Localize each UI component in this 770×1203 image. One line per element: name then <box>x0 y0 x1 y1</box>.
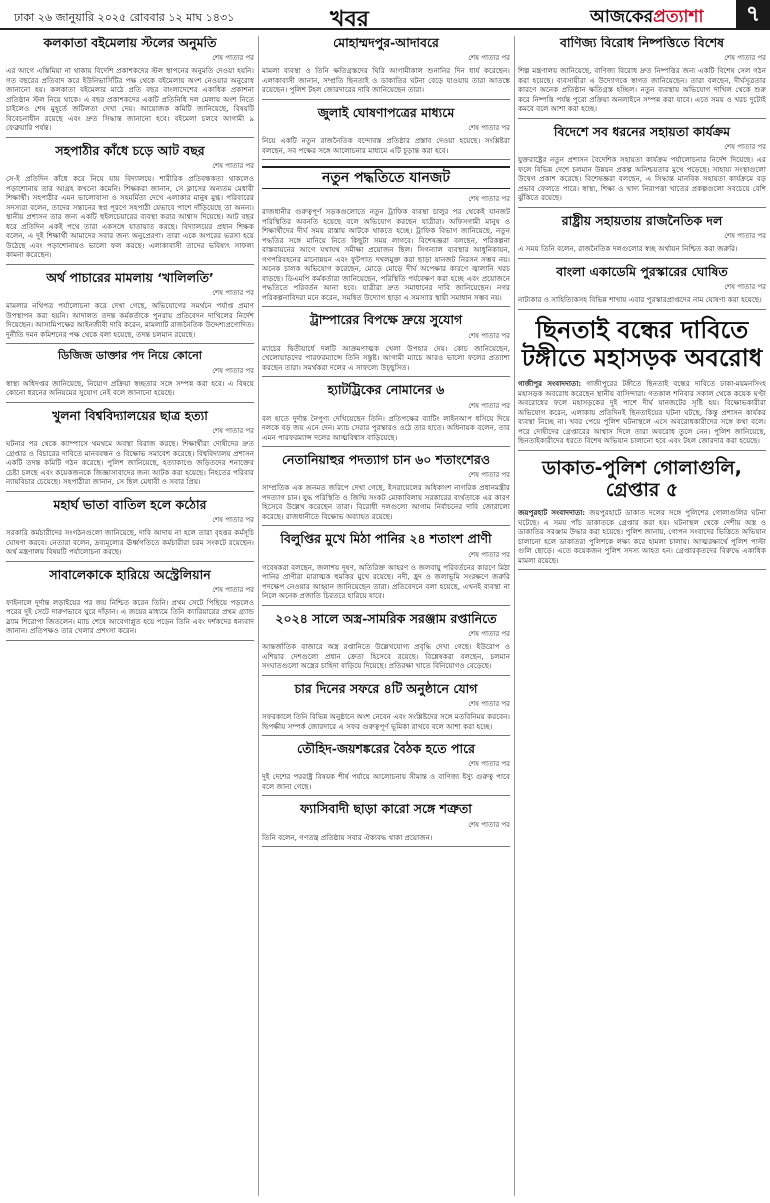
article-text: গবেষকরা বলছেন, জলাশয় দূষণ, অতিরিক্ত আহরণ ও জলবায়ু পরিবর্তনের কারণে মিঠা পানির প্রাণীরা মারাত্মক হুমকির মুখে রয়েছে। নদী, হ্রদ ও জলাভূমি সংরক্ষণে জরুরি পদক্ষেপ নেওয়ার আহ্বান জানিয়েছেন তারা। প্রতিবেদনে বলা হয়েছে, এখনই ব্যবস্থা না নিলে অনেক প্রজাতি চিরতরে হারিয়ে যাবে। <box>262 562 510 601</box>
article-headline: বাণিজ্য বিরোধ নিষ্পত্তিতে বিশেষ <box>559 36 725 50</box>
article-text: রাজধানীর গুরুত্বপূর্ণ সড়কগুলোতে নতুন ট্রাফিক ব্যবস্থা চালুর পর থেকেই যানজট পরিস্থিতির অবনতি হয়েছে বলে অভিযোগ করছেন যাত্রীরা। অফিসগামী মানুষ ও শিক্ষার্থীদের দীর্ঘ সময় রাস্তায় আটকে থাকতে হচ্ছে। ট্রাফিক বিভাগ জানিয়েছে, নতুন পদ্ধতির সঙ্গে মানিয়ে নিতে কিছুটা সময় লাগবে। বিশেষজ্ঞরা বলছেন, পরিকল্পনা বাস্তবায়নের আগে যথাযথ সমীক্ষা প্রয়োজন ছিল। সিগন্যাল ব্যবস্থার আধুনিকায়ন, গণপরিবহনের মানোন্নয়ন এবং ফুটপাত দখলমুক্ত করা ছাড়া যানজট নিরসন সম্ভব নয়। অনেক চালক অভিযোগ করেছেন, মোড়ে মোড়ে দীর্ঘ অপেক্ষার কারণে জ্বালানি খরচ বাড়ছে। ডিএমপি কর্মকর্তারা জানিয়েছেন, পরিস্থিতি পর্যবেক্ষণ করা হচ্ছে এবং প্রয়োজনে পদ্ধতিতে পরিবর্তন আনা হবে। যাত্রীরা দ্রুত সমাধানের দাবি জানিয়েছেন। নগর পরিকল্পনাবিদরা মনে করেন, সমন্বিত উদ্যোগ ছাড়া এ সমস্যার স্থায়ী সমাধান সম্ভব নয়। <box>262 207 510 302</box>
continuation-note: শেষ পাতার পর <box>212 516 254 525</box>
article-headline: চার দিনের সফরে ৪টি অনুষ্ঠানে যোগ <box>294 680 478 696</box>
article-divider <box>518 258 766 259</box>
article-text: দুই দেশের পররাষ্ট্র বিষয়ক শীর্ষ পর্যায়ে আলোচনায় সীমান্ত ও বাণিজ্য ইস্যু গুরুত্ব পাবে বলে জানা গেছে। <box>262 772 510 791</box>
article <box>262 612 510 676</box>
article-body <box>262 712 510 731</box>
article-divider <box>262 306 510 307</box>
article-divider <box>6 264 254 265</box>
article-body <box>262 66 510 95</box>
article-divider <box>6 640 254 641</box>
article-body <box>518 379 766 446</box>
article <box>262 682 510 736</box>
article-headline: ডিজিজ ডাক্তার পদ নিয়ে কোনো <box>58 349 202 363</box>
article-body <box>262 642 510 671</box>
paper-name <box>590 4 703 32</box>
article-body <box>6 439 254 487</box>
article-headline: ডাকাত-পুলিশ গোলাগুলি, গ্রেপ্তার ৫ <box>542 456 742 502</box>
article-divider <box>262 795 510 796</box>
article-divider <box>262 735 510 736</box>
article-headline: ২০২৪ সালে অস্ত্র-সামরিক সরঞ্জাম রপ্তানিতে <box>275 610 497 626</box>
article-text: জয়পুরহাটে ডাকাত দলের সঙ্গে পুলিশের গোলাগুলির ঘটনা ঘটেছে। এ সময় পাঁচ ডাকাতকে গ্রেপ্তার করা হয়। ঘটনাস্থল থেকে দেশীয় অস্ত্র ও ডাকাতির সরঞ্জাম উদ্ধার করা হয়েছে। পুলিশ জানায়, গোপন সংবাদের ভিত্তিতে অভিযান চালানো হলে ডাকাতরা পুলিশকে লক্ষ্য করে হামলা চালায়। আত্মরক্ষার্থে পুলিশ পাল্টা গুলি ছোড়ে। এতে কয়েকজন পুলিশ সদস্য আহত হন। গ্রেপ্তারকৃতদের বিরুদ্ধে একাধিক মামলা রয়েছে। <box>518 508 766 565</box>
article <box>262 106 510 160</box>
column-3 <box>518 36 766 1196</box>
continuation-note: শেষ পাতার পর <box>468 124 510 133</box>
continuation-note: শেষ পাতার পর <box>468 700 510 709</box>
article-divider <box>518 309 766 310</box>
article <box>6 144 254 265</box>
article-headline: জুলাই ঘোষণাপত্রের মাধ্যমে <box>317 104 455 120</box>
continuation-note: শেষ পাতার পর <box>468 630 510 639</box>
column-1 <box>6 36 254 1196</box>
article-text: আন্তর্জাতিক বাজারে অস্ত্র রপ্তানিতে উল্লেখযোগ্য প্রবৃদ্ধি দেখা গেছে। ইউরোপ ও এশিয়ার দেশগুলো প্রধান ক্রেতা হিসেবে রয়েছে। বিশ্লেষকরা বলছেন, চলমান সংঘাতগুলো অস্ত্রের চাহিদা বাড়িয়ে দিয়েছে। প্রতিরক্ষা খাতে বিনিয়োগও বেড়েছে। <box>262 642 510 671</box>
article-headline: ফ্যাসিবাদী ছাড়া কারো সঙ্গে শত্রুতা <box>300 801 472 817</box>
section-title: খবর <box>330 7 369 32</box>
column-2 <box>262 36 510 1196</box>
paper-name-accent: প্রত্যাশা <box>653 7 704 27</box>
article <box>518 125 766 208</box>
dateline: ঢাকা ২৬ জানুয়ারি ২০২৫ রোববার ১২ মাঘ ১৪৩১ <box>14 11 235 24</box>
article-headline: বাংলা একাডেমি পুরস্কারের ঘোষিত <box>556 263 728 279</box>
article-text: সফরকালে তিনি বিভিন্ন অনুষ্ঠানে অংশ নেবেন এবং সংশ্লিষ্টদের সঙ্গে মতবিনিময় করবেন। দ্বিপক্ষীয় সম্পর্ক জোরদারে এ সফর গুরুত্বপূর্ণ ভূমিকা রাখবে বলে আশা করা হচ্ছে। <box>262 712 510 731</box>
article-body <box>6 379 254 398</box>
article <box>6 271 254 344</box>
article-body <box>518 508 766 565</box>
column-rule <box>258 36 259 1196</box>
column-rule <box>514 36 515 1196</box>
masthead <box>0 0 770 30</box>
article <box>262 453 510 526</box>
article-divider <box>262 446 510 447</box>
continuation-note: শেষ পাতার পর <box>468 195 510 204</box>
article-byline: জয়পুরহাট সংবাদদাতা: <box>518 508 590 518</box>
article-text: এ সময় তিনি বলেন, রাজনৈতিক দলগুলোর স্বচ্ছ অর্থায়ন নিশ্চিত করা জরুরি। <box>518 244 738 254</box>
article-divider <box>6 561 254 562</box>
article-text: সরকারি কর্মচারীদের সংগঠনগুলো জানিয়েছে, দাবি আদায় না হলে তারা বৃহত্তর কর্মসূচি ঘোষণা করবে। নেতারা বলেন, দ্রব্যমূল্যের ঊর্ধ্বগতিতে কর্মচারীরা চরম সংকটে রয়েছেন। অর্থ মন্ত্রণালয় বিষয়টি পর্যালোচনা করছে। <box>6 528 254 557</box>
continuation-note: শেষ পাতার পর <box>724 143 766 152</box>
article-body <box>518 155 766 203</box>
continuation-note: শেষ পাতার পর <box>212 585 254 594</box>
continuation-note: শেষ পাতার পর <box>212 366 254 375</box>
article <box>518 457 766 571</box>
article-headline: হ্যাটট্রিকের নোমানের ৬ <box>327 382 445 398</box>
article-body <box>518 66 766 114</box>
article-divider <box>518 118 766 119</box>
article-body <box>262 414 510 443</box>
article <box>6 409 254 492</box>
article-body <box>262 136 510 155</box>
continuation-note: শেষ পাতার পর <box>468 401 510 410</box>
article-headline: বিদেশে সব ধরনের সহায়তা কার্যক্রম <box>553 123 731 139</box>
article-divider <box>262 159 510 160</box>
continuation-note: শেষ পাতার পর <box>212 162 254 171</box>
article-body <box>262 772 510 791</box>
continuation-note: শেষ পাতার পর <box>212 289 254 298</box>
article-headline: বিলুপ্তির মুখে মিঠা পানির ২৪ শতাংশ প্রাণী <box>280 531 492 547</box>
article-body <box>262 833 510 843</box>
article-headline: তৌহিদ-জয়শঙ্করের বৈঠক হতে পারে <box>297 741 475 757</box>
article-text: স্বাস্থ্য অধিদপ্তর জানিয়েছে, নিয়োগ প্রক্রিয়া স্বচ্ছতার সঙ্গে সম্পন্ন করা হবে। এ বিষয়ে কোনো ধরনের অনিয়মের সুযোগ নেই বলে জানানো হয়েছে। <box>6 378 254 398</box>
article <box>262 383 510 447</box>
article-text: গাজীপুরের টঙ্গীতে ছিনতাই বন্ধের দাবিতে ঢাকা-ময়মনসিংহ মহাসড়ক অবরোধ করেছেন স্থানীয় বাসিন্দারা। গতকাল শনিবার সকাল থেকে কয়েক ঘণ্টা অবরোধের ফলে মহাসড়কের দুই পাশে দীর্ঘ যানজটের সৃষ্টি হয়। বিক্ষোভকারীরা অভিযোগ করেন, এলাকায় প্রতিদিনই ছিনতাইয়ের ঘটনা ঘটছে, কিন্তু প্রশাসন কার্যকর ব্যবস্থা নিচ্ছে না। খবর পেয়ে পুলিশ ঘটনাস্থলে এসে অবরোধকারীদের সঙ্গে কথা বলে। পরে দোষীদের গ্রেপ্তারের আশ্বাস দিলে তারা অবরোধ তুলে নেন। পুলিশ জানিয়েছে, ছিনতাইকারীদের ধরতে বিশেষ অভিযান চালানো হবে এবং টহল জোরদার করা হয়েছে। <box>518 379 766 446</box>
continuation-note: শেষ পাতার পর <box>468 550 510 559</box>
continuation-note: শেষ পাতার পর <box>468 331 510 340</box>
article-body <box>262 344 510 373</box>
article-body <box>6 528 254 557</box>
article-byline: গাজীপুর সংবাদদাতা: <box>518 379 587 389</box>
article-text: বল হাতে দুর্দান্ত নৈপুণ্য দেখিয়েছেন তিনি। প্রতিপক্ষের ব্যাটিং লাইনআপ ধসিয়ে দিয়ে দলকে বড় জয় এনে দেন। ম্যাচ সেরার পুরস্কারও ওঠে তার হাতে। অধিনায়ক বলেন, তার এমন পারফরম্যান্স দলের আত্মবিশ্বাস বাড়িয়েছে। <box>262 413 510 442</box>
article-text: যুক্তরাষ্ট্রের নতুন প্রশাসন বৈদেশিক সহায়তা কার্যক্রম পর্যালোচনার নির্দেশ দিয়েছে। এর ফলে বিভিন্ন দেশে চলমান উন্নয়ন প্রকল্প অনিশ্চয়তার মুখে পড়েছে। সাহায্য সংস্থাগুলো উদ্বেগ প্রকাশ করেছে। বিশেষজ্ঞরা বলছেন, এ সিদ্ধান্ত মানবিক সহায়তা কার্যক্রমে বড় প্রভাব ফেলতে পারে। স্বাস্থ্য, শিক্ষা ও খাদ্য নিরাপত্তা খাতের প্রকল্পগুলো সবচেয়ে বেশি ঝুঁকিতে রয়েছে। <box>518 155 766 203</box>
article <box>518 214 766 259</box>
article-headline: খুলনা বিশ্ববিদ্যালয়ের ছাত্র হত্যা <box>52 407 208 423</box>
article-divider <box>6 402 254 403</box>
article-body <box>262 483 510 521</box>
article-divider <box>518 207 766 208</box>
article-text: ঘটনার পর থেকে ক্যাম্পাসে থমথমে অবস্থা বিরাজ করছে। শিক্ষার্থীরা দোষীদের দ্রুত গ্রেপ্তার ও বিচারের দাবিতে মানববন্ধন ও বিক্ষোভ সমাবেশ করেছে। বিশ্ববিদ্যালয় প্রশাসন একটি তদন্ত কমিটি গঠন করেছে। পুলিশ জানিয়েছে, হত্যাকাণ্ডে জড়িতদের শনাক্তের চেষ্টা চলছে এবং কয়েকজনকে জিজ্ঞাসাবাদের জন্য আটক করা হয়েছে। নিহতের পরিবার ন্যায়বিচার চেয়েছে। সহপাঠীরা জানান, সে ছিল মেধাবী ও সবার প্রিয়। <box>6 439 254 487</box>
article-body <box>6 301 254 339</box>
article-divider <box>262 376 510 377</box>
continuation-note: শেষ পাতার পর <box>724 54 766 63</box>
article <box>262 742 510 796</box>
article <box>6 36 254 138</box>
article <box>262 313 510 377</box>
article-body <box>6 66 254 133</box>
article-divider <box>6 137 254 138</box>
article <box>518 265 766 310</box>
article <box>518 316 766 451</box>
article-text: শিল্প মন্ত্রণালয় জানিয়েছে, বাণিজ্য বিরোধ দ্রুত নিষ্পত্তির জন্য একটি বিশেষ সেল গঠন করা হয়েছে। ব্যবসায়ীরা এ উদ্যোগকে স্বাগত জানিয়েছেন। তারা বলছেন, দীর্ঘসূত্রতার কারণে অনেক প্রতিষ্ঠান ক্ষতিগ্রস্ত হচ্ছিল। নতুন ব্যবস্থায় অভিযোগ দাখিল থেকে শুরু করে নিষ্পত্তি পর্যন্ত পুরো প্রক্রিয়া অনলাইনে সম্পন্ন করা যাবে। এতে সময় ও খরচ দুটোই কমবে বলে আশা করা হচ্ছে। <box>518 66 766 114</box>
article-body <box>518 244 766 254</box>
article-headline: মহার্ঘ ভাতা বাতিল হলে কঠোর <box>53 496 207 512</box>
article-body <box>518 295 766 305</box>
article-divider <box>6 343 254 344</box>
article <box>6 350 254 403</box>
article-headline: সাবালেকাকে হারিয়ে অস্ট্রেলিয়ান <box>49 566 211 582</box>
article-divider <box>518 569 766 570</box>
article-text: মামলা ব্যবস্থা ও তিনি ক্ষতিগ্রস্তদের ঘিরি আগামীকাল শুনানির দিন ধার্য করেছেন। এলাকাবাসী জানান, সম্প্রতি ছিনতাই ও ডাকাতির ঘটনা বেড়ে যাওয়ায় তারা আতঙ্কে রয়েছেন। পুলিশ টহল জোরদারের দাবি জানিয়েছেন তারা। <box>262 66 510 95</box>
continuation-note: শেষ পাতার পর <box>468 820 510 829</box>
continuation-note: শেষ পাতার পর <box>468 471 510 480</box>
continuation-note: শেষ পাতার পর <box>724 283 766 291</box>
article <box>518 36 766 119</box>
article-body <box>262 563 510 601</box>
article-text: তিনি বলেন, গণতন্ত্র প্রতিষ্ঠায় সবার ঐক্যবদ্ধ থাকা প্রয়োজন। <box>262 832 433 842</box>
article-headline: নেতানিয়াহুর পদত্যাগ চান ৬০ শতাংশেরও <box>281 452 491 468</box>
article-headline: সহপাঠীর কাঁধে চড়ে আট বছর <box>55 142 205 158</box>
continuation-note: শেষ পাতার পর <box>468 54 510 63</box>
article <box>6 498 254 562</box>
article-text: নিয়ে একটি নতুন রাজনৈতিক বন্দোবস্ত প্রতিষ্ঠার প্রস্তাব দেওয়া হয়েছে। সংশ্লিষ্টরা বলছেন, সব পক্ষের সঙ্গে আলোচনার মাধ্যমে এটি চূড়ান্ত করা হবে। <box>262 136 510 155</box>
article-headline: ট্রাম্পারের বিপক্ষে দ্রুয়ে সুযোগ <box>309 312 463 328</box>
article-divider <box>518 450 766 451</box>
article-divider <box>6 491 254 492</box>
article <box>262 36 510 100</box>
article-body <box>6 598 254 636</box>
article <box>262 166 510 307</box>
article <box>262 532 510 605</box>
continuation-note: শেষ পাতার পর <box>212 427 254 436</box>
article-headline: রাষ্ট্রীয় সহায়তায় রাজনৈতিক দল <box>561 212 723 228</box>
article-headline: কলকাতা বইমেলায় স্টলের অনুমতি <box>43 36 217 50</box>
article-text: নাট্যকার ও সাহিত্যিকসহ বিভিন্ন শাখায় এবার পুরস্কারপ্রাপ্তদের নাম ঘোষণা করা হয়েছে। <box>518 295 762 304</box>
article-headline: অর্থ পাচারের মামলায় ‘খালিলতি’ <box>46 269 214 285</box>
article-divider <box>262 846 510 847</box>
article-divider <box>262 675 510 676</box>
article-headline: মোহাম্মদপুর-আদাবরে <box>333 36 439 50</box>
article-headline: নতুন পদ্ধতিতে যানজট <box>262 166 510 189</box>
article-text: সাম্প্রতিক এক জনমত জরিপে দেখা গেছে, ইসরায়েলের অধিকাংশ নাগরিক প্রধানমন্ত্রীর পদত্যাগ চান। যুদ্ধ পরিস্থিতি ও জিম্মি সংকট মোকাবিলায় সরকারের ব্যর্থতাকে এর কারণ হিসেবে উল্লেখ করেছেন তারা। বিরোধী দলগুলো আগাম নির্বাচনের দাবি জোরালো করেছে। রাজধানীতে বিক্ষোভ অব্যাহত রয়েছে। <box>262 483 510 521</box>
article-text: ম্যাচের দ্বিতীয়ার্ধে দলটি আক্রমণাত্মক খেলা উপহার দেয়। কোচ জানিয়েছেন, খেলোয়াড়দের পারফরম্যান্সে তিনি সন্তুষ্ট। আগামী ম্যাচে আরও ভালো ফলের প্রত্যাশা করছেন তারা। সমর্থকরা দলের এ সাফল্যে উচ্ছ্বসিত। <box>262 343 510 372</box>
article-text: এর আগে এস্তিমিয়া না থাকায় বিদেশি প্রকাশকদের স্টল স্থাপনের অনুমতি দেওয়া হয়নি। গত বছরের প্রতিবাদ করে ইউনিভার্সিটির পক্ষ থেকে বইমেলায় অংশ নেওয়ার অনুরোধ জানানো হয়। কলকাতা বইমেলার মাঠে প্রতি বছর বাংলাদেশের একাধিক প্রকাশনা প্রতিষ্ঠান স্টল নিয়ে থাকে। এ বছর প্রকাশকদের একটি প্রতিনিধি দল মেলায় অংশ নিতে চাইলেও শেষ মুহূর্তে জটিলতা দেখা দেয়। আয়োজক কমিটি জানিয়েছে, বিষয়টি বিবেচনাধীন রয়েছে এবং দ্রুত সিদ্ধান্ত জানানো হবে। বইমেলা চলবে আগামী ৯ ফেব্রুয়ারি পর্যন্ত। <box>6 66 254 133</box>
continuation-note: শেষ পাতার পর <box>212 54 254 63</box>
article-text: মামলার নথিপত্র পর্যালোচনা করে দেখা গেছে, অভিযোগের সমর্থনে পর্যাপ্ত প্রমাণ উপস্থাপন করা হয়নি। আদালত তদন্ত কর্মকর্তাকে পুনরায় প্রতিবেদন দাখিলের নির্দেশ দিয়েছেন। আসামিপক্ষের আইনজীবী দাবি করেন, মামলাটি রাজনৈতিক উদ্দেশ্যপ্রণোদিত। দুর্নীতি দমন কমিশনের পক্ষ থেকে বলা হয়েছে, তদন্ত চলমান রয়েছে। <box>6 301 254 339</box>
article-headline: ছিনতাই বন্ধের দাবিতে টঙ্গীতে মহাসড়ক অবরোধ <box>521 315 763 373</box>
article <box>262 802 510 847</box>
continuation-note: শেষ পাতার পর <box>468 760 510 769</box>
article-body <box>6 174 254 260</box>
article-text: ফাইনালে দুর্দান্ত লড়াইয়ের পর জয় নিশ্চিত করেন তিনি। প্রথম সেটে পিছিয়ে পড়লেও পরের দুই সেটে দারুণভাবে ঘুরে দাঁড়ান। এ জয়ের মাধ্যমে তিনি ক্যারিয়ারের প্রথম গ্র্যান্ড স্ল্যাম শিরোপা জিতলেন। ম্যাচ শেষে আবেগাপ্লুত হয়ে পড়েন তিনি এবং দর্শকদের ধন্যবাদ জানান। প্রতিপক্ষও তার খেলার প্রশংসা করেন। <box>6 597 254 636</box>
article-divider <box>262 525 510 526</box>
article <box>6 568 254 641</box>
article-divider <box>262 605 510 606</box>
article-divider <box>262 99 510 100</box>
page-number: ৭ <box>736 0 770 30</box>
article-text: সে-ই প্রতিদিন কাঁধে করে নিয়ে যায় বিদ্যালয়ে। শারীরিক প্রতিবন্ধকতা থাকলেও পড়াশোনায় তার আগ্রহ কখনো কমেনি। শিক্ষকরা জানান, সে ক্লাসের অন্যতম মেধাবী শিক্ষার্থী। সহপাঠীর এমন ভালোবাসা ও সহমর্মিতা দেখে এলাকার মানুষ মুগ্ধ। পরিবারের সদস্যরা বলেন, তাদের সন্তানের স্বপ্ন পূরণে সহপাঠী যেভাবে পাশে দাঁড়িয়েছে তা অনন্য। স্থানীয় প্রশাসন তার জন্য একটি হুইলচেয়ারের ব্যবস্থা করার আশ্বাস দিয়েছে। আট বছর ধরে প্রতিদিন একই পথে তারা একসঙ্গে যাতায়াত করছে। বিদ্যালয়ের প্রধান শিক্ষক বলেন, এ দুই শিক্ষার্থী আমাদের সবার জন্য অনুপ্রেরণা। তারা একে অপরের ভরসা হয়ে উঠেছে এবং পড়াশোনায়ও ভালো ফল করছে। এলাকাবাসী তাদের ভবিষ্যৎ সাফল্য কামনা করেছেন। <box>6 174 254 260</box>
continuation-note: শেষ পাতার পর <box>724 232 766 241</box>
paper-name-prefix: আজকের <box>590 7 654 27</box>
article-body <box>262 207 510 302</box>
